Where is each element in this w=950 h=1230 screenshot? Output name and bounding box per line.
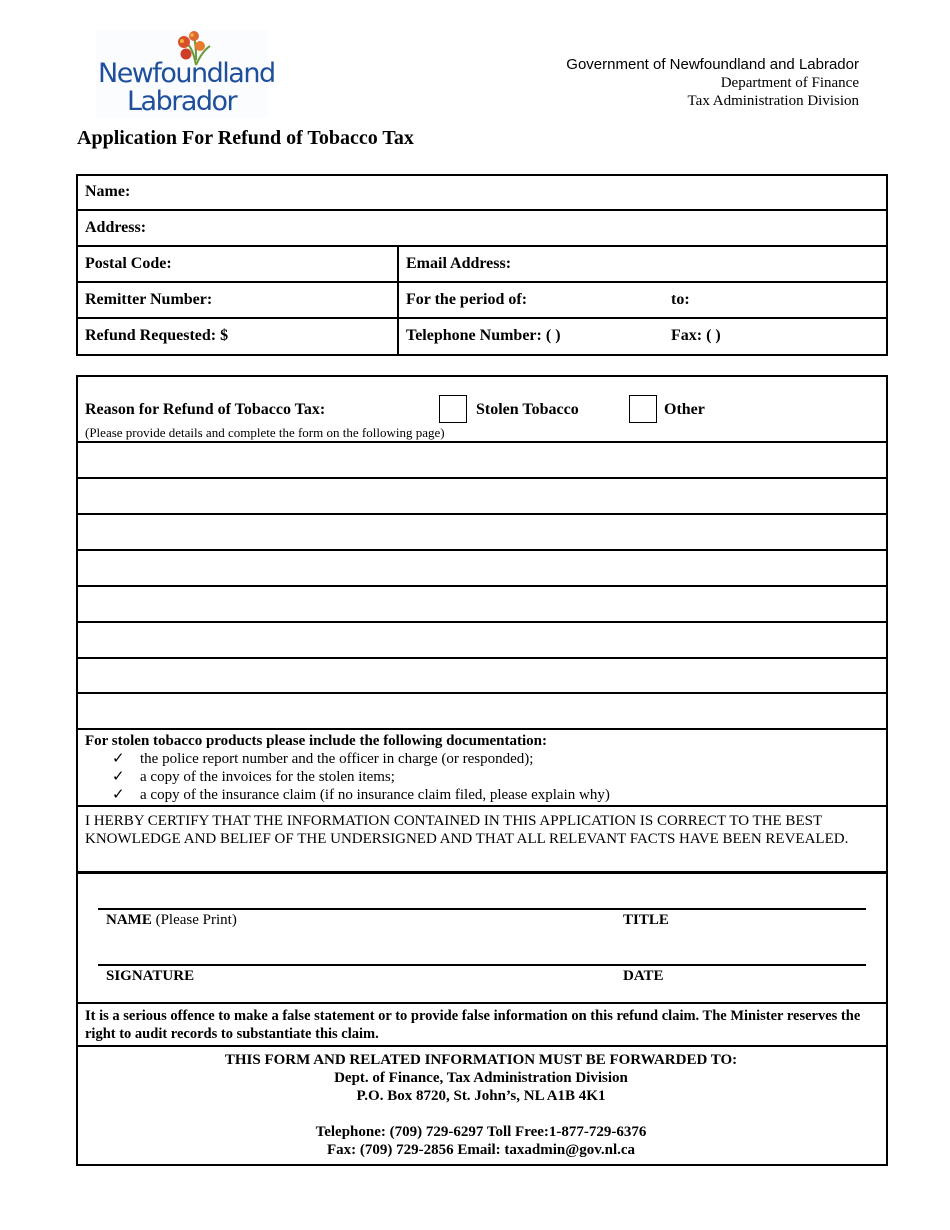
checkmark-icon: ✓: [112, 787, 125, 803]
details-line[interactable]: [76, 549, 888, 551]
logo-text-newfoundland: Newfoundland: [98, 58, 275, 89]
email-field-label[interactable]: Email Address:: [406, 255, 512, 272]
name-title-line[interactable]: [98, 908, 866, 910]
logo-text-labrador: Labrador: [127, 86, 237, 117]
division-name: Tax Administration Division: [687, 93, 859, 109]
certification-statement: I HERBY CERTIFY THAT THE INFORMATION CONTAINED IN THIS APPLICATION IS CORRECT TO THE BEST KNOWLEDGE AND BELIEF OF THE UNDERSIGNED AND THAT ALL RELEVANT FACTS HAVE BEEN REVEALED.: [85, 813, 849, 847]
offence-warning: It is a serious offence to make a false statement or to provide false information on this refund claim. The Minister reserves the right to audit records to substantiate this claim.: [85, 1008, 861, 1042]
stolen-tobacco-checkbox[interactable]: [439, 395, 467, 423]
date-label: DATE: [623, 968, 664, 984]
row-divider: [76, 317, 888, 319]
row-divider: [76, 1045, 888, 1047]
details-line[interactable]: [76, 585, 888, 587]
reason-note: (Please provide details and complete the form on the following page): [85, 425, 445, 440]
page-title: Application For Refund of Tobacco Tax: [77, 127, 414, 149]
nl-logo: [96, 30, 275, 118]
row-divider: [76, 245, 888, 247]
details-line[interactable]: [76, 441, 888, 443]
forwarding-heading: THIS FORM AND RELATED INFORMATION MUST BE FORWARDED TO:: [224, 1052, 738, 1068]
name-field-label[interactable]: Name:: [85, 183, 131, 200]
stolen-tobacco-label: Stolen Tobacco: [476, 401, 579, 418]
forwarding-department: Dept. of Finance, Tax Administration Division: [334, 1070, 628, 1086]
title-label: TITLE: [623, 912, 669, 928]
details-line[interactable]: [76, 728, 888, 730]
forwarding-fax-email: Fax: (709) 729-2856 Email: taxadmin@gov.nl.ca: [326, 1142, 636, 1158]
details-line[interactable]: [76, 692, 888, 694]
telephone-field-label[interactable]: Telephone Number: ( ): [406, 327, 561, 344]
department-name: Department of Finance: [720, 75, 859, 91]
row-divider: [76, 209, 888, 211]
details-line[interactable]: [76, 477, 888, 479]
refund-requested-field-label[interactable]: Refund Requested: $: [85, 327, 229, 344]
forwarding-po-box: P.O. Box 8720, St. John’s, NL A1B 4K1: [356, 1088, 606, 1104]
print-name-label: NAME (Please Print): [106, 912, 237, 928]
list-item: ✓ a copy of the insurance claim (if no insurance claim filed, please explain why): [112, 787, 610, 803]
details-line[interactable]: [76, 621, 888, 623]
documentation-list: [112, 750, 610, 804]
other-checkbox[interactable]: [629, 395, 657, 423]
checkmark-icon: ✓: [112, 769, 125, 785]
row-divider: [76, 281, 888, 283]
list-item: ✓ a copy of the invoices for the stolen items;: [112, 769, 395, 785]
period-from-field-label[interactable]: For the period of:: [406, 291, 528, 308]
documentation-heading: For stolen tobacco products please include the following documentation:: [85, 733, 547, 749]
column-divider: [397, 245, 399, 355]
checkmark-icon: ✓: [112, 751, 125, 767]
signature-date-line[interactable]: [98, 964, 866, 966]
details-line[interactable]: [76, 657, 888, 659]
postal-code-field-label[interactable]: Postal Code:: [85, 255, 172, 272]
fax-field-label[interactable]: Fax: ( ): [671, 327, 721, 344]
reason-label: Reason for Refund of Tobacco Tax:: [85, 401, 326, 418]
row-divider: [76, 1002, 888, 1004]
forwarding-address: [78, 1051, 884, 1159]
signature-label: SIGNATURE: [106, 968, 195, 984]
government-name: Government of Newfoundland and Labrador: [566, 56, 859, 73]
address-field-label[interactable]: Address:: [85, 219, 147, 236]
other-label: Other: [664, 401, 705, 418]
remitter-number-field-label[interactable]: Remitter Number:: [85, 291, 213, 308]
forwarding-telephone: Telephone: (709) 729-6297 Toll Free:1-877-729-6376: [315, 1124, 647, 1140]
list-item: ✓ the police report number and the officer in charge (or responded);: [112, 751, 534, 767]
row-divider: [76, 805, 888, 807]
period-to-field-label[interactable]: to:: [671, 291, 690, 308]
government-header: [566, 56, 859, 110]
details-line[interactable]: [76, 513, 888, 515]
